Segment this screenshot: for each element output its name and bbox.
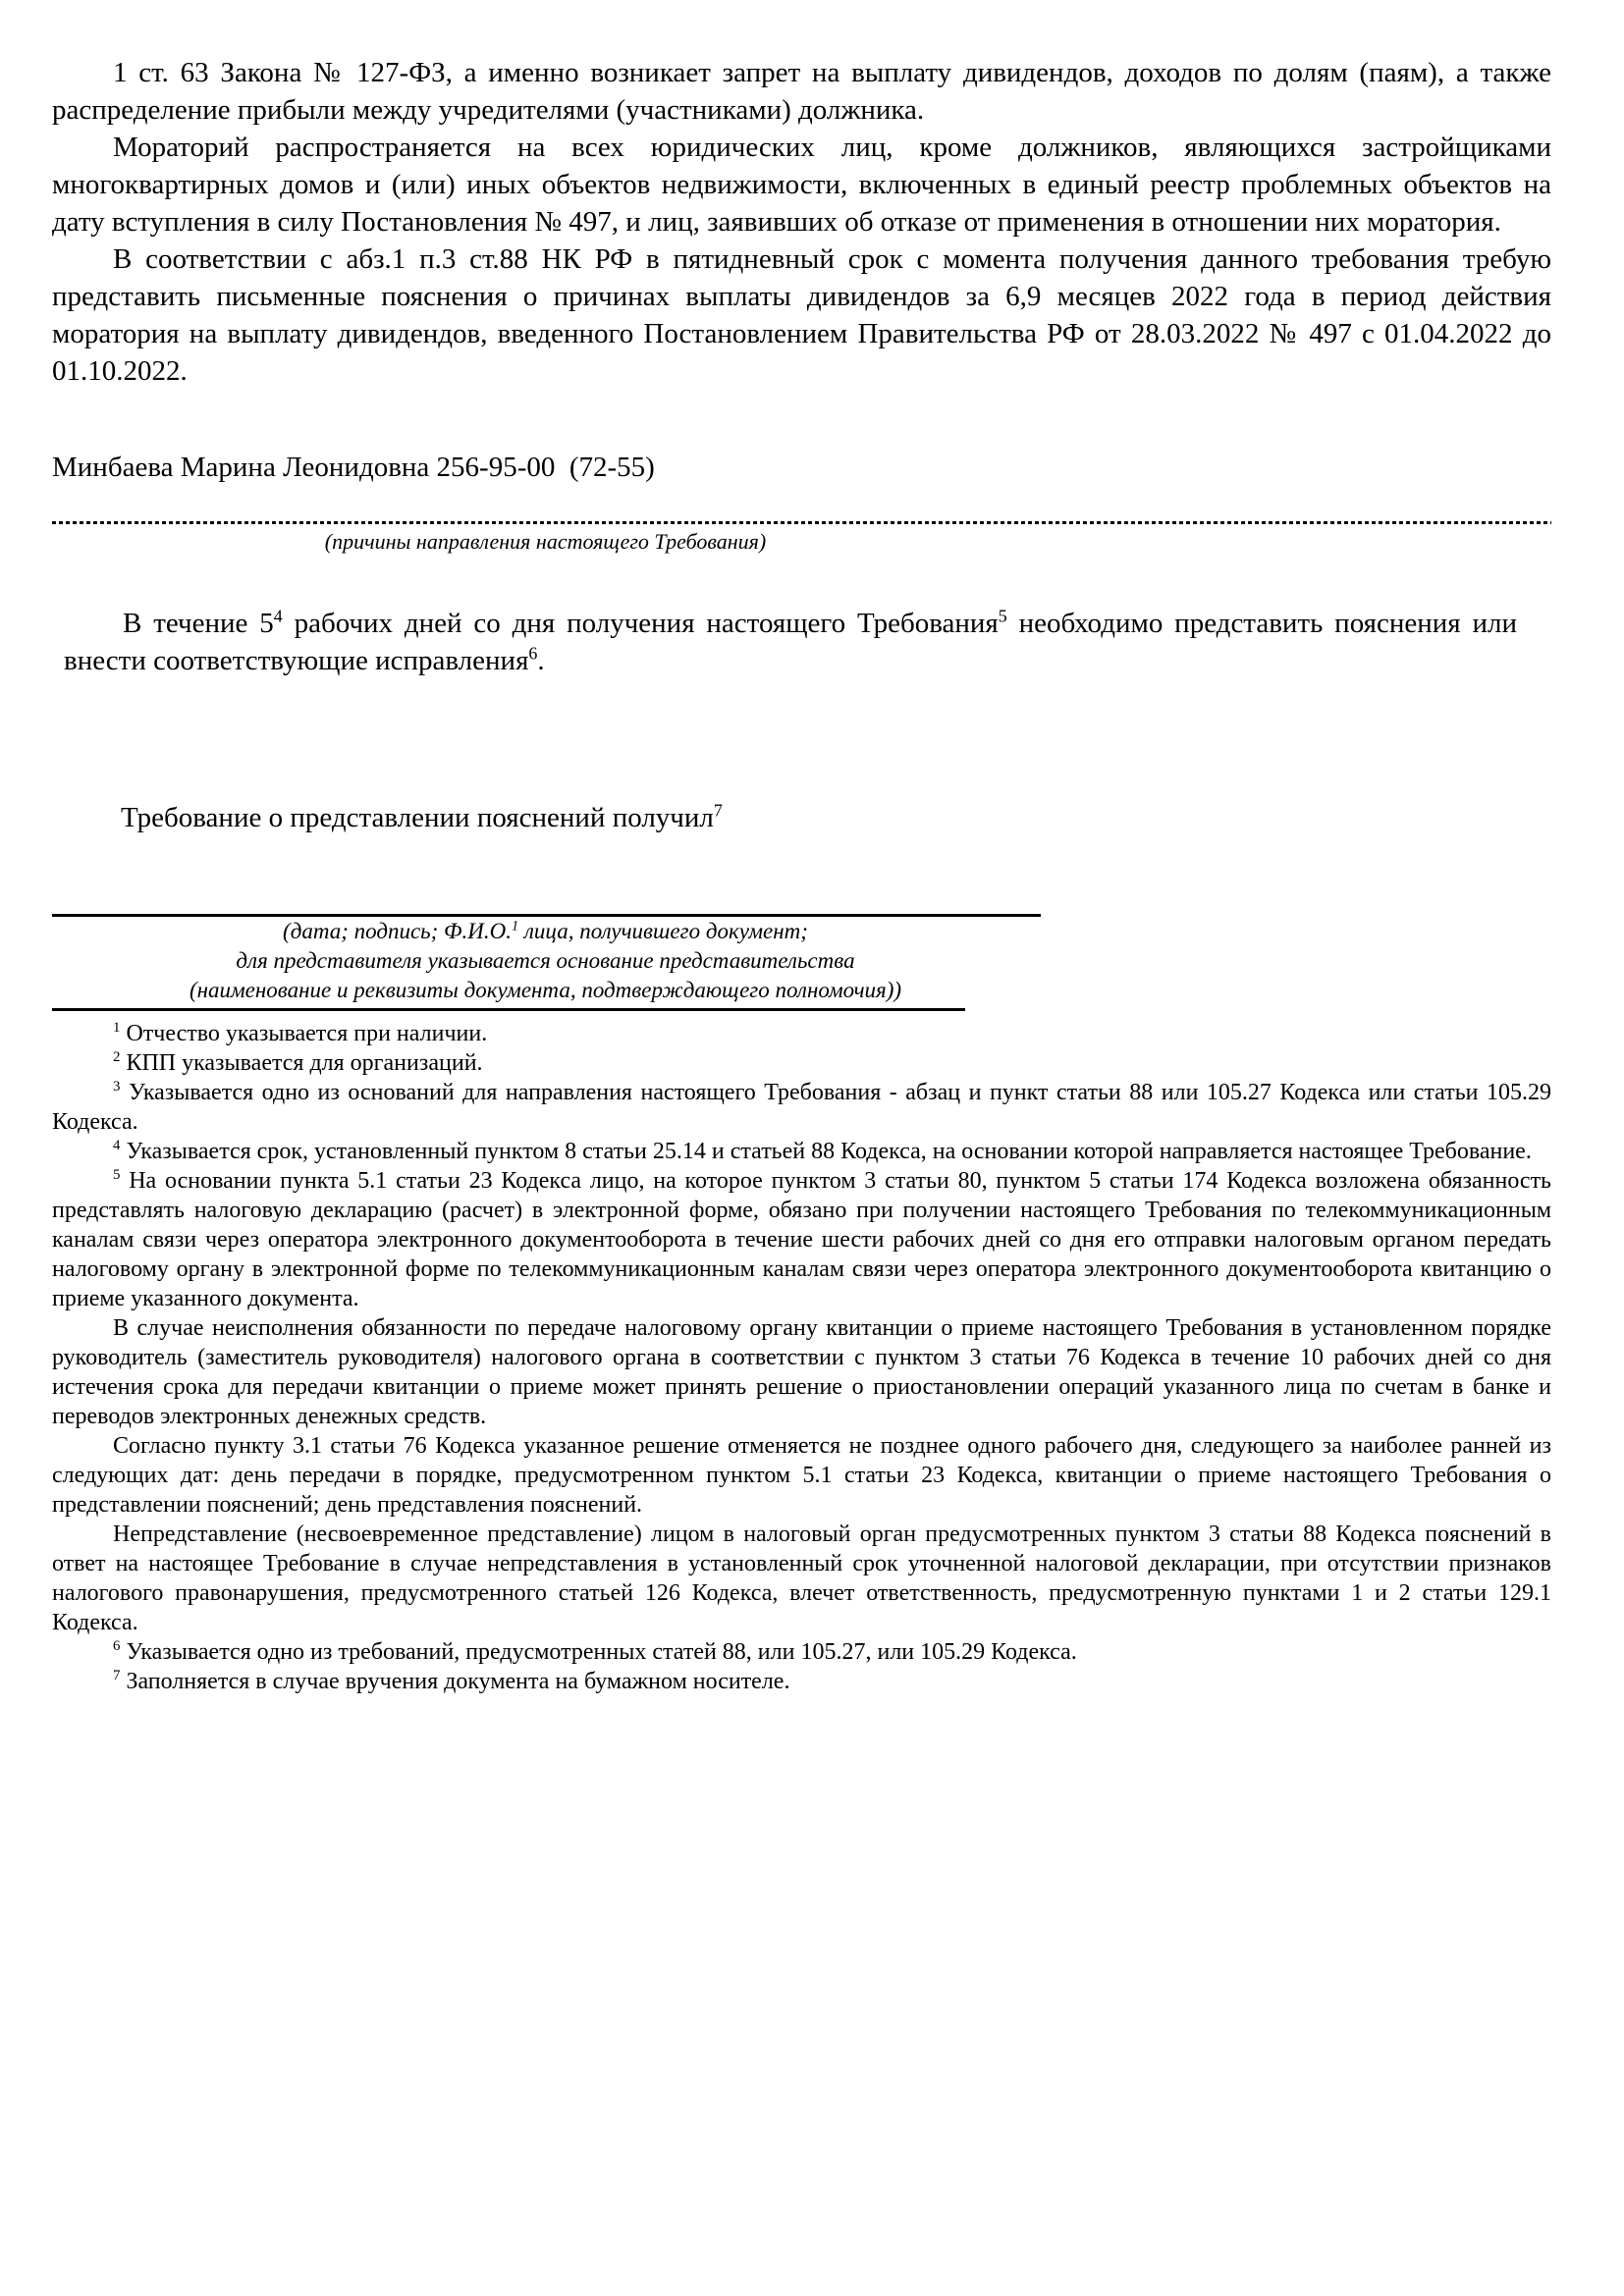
footnote-4: $^4$ Указывается срок, установленный пунктом 8 статьи 25.14 и статьей 88 Кодекса, на основании которой направляется настоящее Требование.: [113, 1138, 1532, 1164]
reasons-caption: (причины направления настоящего Требования): [324, 529, 767, 554]
footnotes-section: [52, 1019, 1551, 1696]
paragraph-moratorium-scope: Мораторий распространяется на всех юридических лиц, кроме должников, являющихся застройщиками многоквартирных домов и (или) иных объектов недвижимости, включенных в единый реестр проблемных объектов на дату вступления в силу Постановления № 497, и лиц, заявивших об отказе от применения в отношении них моратория.: [52, 132, 1551, 238]
dotted-separator: [52, 521, 1551, 524]
footnote-6: $^6$ Указывается одно из требований, предусмотренных статей 88, или 105.27, или 105.29 Кодекса.: [113, 1638, 1077, 1665]
signature-caption-column: [52, 917, 1039, 1005]
paragraph-law-127fz: 1 ст. 63 Закона № 127-ФЗ, а именно возникает запрет на выплату дивидендов, доходов по долям (паям), а также распределение прибыли между учредителями (участниками) должника.: [52, 57, 1551, 126]
reasons-caption-column: [52, 528, 1039, 556]
footnote-5-continued-1: В случае неисполнения обязанности по передаче налоговому органу квитанции о приеме настоящего Требования в установленном порядке руководитель (заместитель руководителя) налогового органа в соответствии с пунктом 3 статьи 76 Кодекса в течение 10 рабочих дней со дня истечения срока для передачи квитанции о приеме может принять решение о приостановлении операций указанного лица по счетам в банке и переводов электронных денежных средств.: [52, 1315, 1551, 1429]
footnote-5: $^5$ На основании пункта 5.1 статьи 23 Кодекса лицо, на которое пунктом 3 статьи 80, пунктом 5 статьи 174 Кодекса возложена обязанность представлять налоговую декларацию (расчет) в электронной форме, обязано при получении настоящего Требования по телекоммуникационным каналам связи через оператора электронного документооборота в течение шести рабочих дней со дня его отправки налоговым органом передать налоговому органу в электронной форме по телекоммуникационным каналам связи через оператора электронного документооборота квитанцию о приеме указанного документа.: [52, 1167, 1551, 1311]
footnote-3: $^3$ Указывается одно из оснований для направления настоящего Требования - абзац и пункт статьи 88 или 105.27 Кодекса или статьи 105.29 Кодекса.: [52, 1079, 1551, 1135]
footnote-5-continued-2: Согласно пункту 3.1 статьи 76 Кодекса указанное решение отменяется не позднее одного рабочего дня, следующего за наиболее ранней из следующих дат: день передачи в порядке, предусмотренном пунктом 5.1 статьи 23 Кодекса, квитанции о приеме настоящего Требования о представлении пояснений; день представления пояснений.: [52, 1433, 1551, 1518]
footnote-7: $^7$ Заполняется в случае вручения документа на бумажном носителе.: [113, 1668, 790, 1694]
footnote-5-continued-3: Непредставление (несвоевременное представление) лицом в налоговый орган предусмотренных пунктом 3 статьи 88 Кодекса пояснений в ответ на настоящее Требование в случае непредставления в установленный срок уточненной налоговой декларации, при отсутствии признаков налогового правонарушения, предусмотренного статьей 126 Кодекса, влечет ответственность, предусмотренную пунктами 1 и 2 статьи 129.1 Кодекса.: [52, 1522, 1551, 1635]
signature-caption-line-2: для представителя указывается основание представительства: [236, 948, 855, 973]
contact-person-line: Минбаева Марина Леонидовна 256-95-00 (72-55): [52, 452, 655, 483]
signature-caption-line-3: (наименование и реквизиты документа, подтверждающего полномочия)): [189, 978, 902, 1002]
paragraph-demand-explanations: В соответствии с абз.1 п.3 ст.88 НК РФ в пятидневный срок с момента получения данного требования требую представить письменные пояснения о причинах выплаты дивидендов за 6,9 месяцев 2022 года в период действия моратория на выплату дивидендов, введенного Постановлением Правительства РФ от 28.03.2022 № 497 с 01.04.2022 до 01.10.2022.: [52, 243, 1551, 387]
received-by-line: Требование о представлении пояснений получил$^7$: [121, 800, 723, 833]
footnote-2: $^2$ КПП указывается для организаций.: [113, 1049, 483, 1076]
signature-caption-line-1: (дата; подпись; Ф.И.О.$^1$ лица, получившего документ;: [283, 918, 808, 943]
paragraph-response-deadline: В течение $5^4$ рабочих дней со дня получения настоящего Требования$^5$ необходимо представить пояснения или внести соответствующие исправления$^6$.: [64, 606, 1517, 676]
footnote-separator: [52, 1008, 965, 1011]
footnote-1: $^1$ Отчество указывается при наличии.: [113, 1020, 488, 1046]
